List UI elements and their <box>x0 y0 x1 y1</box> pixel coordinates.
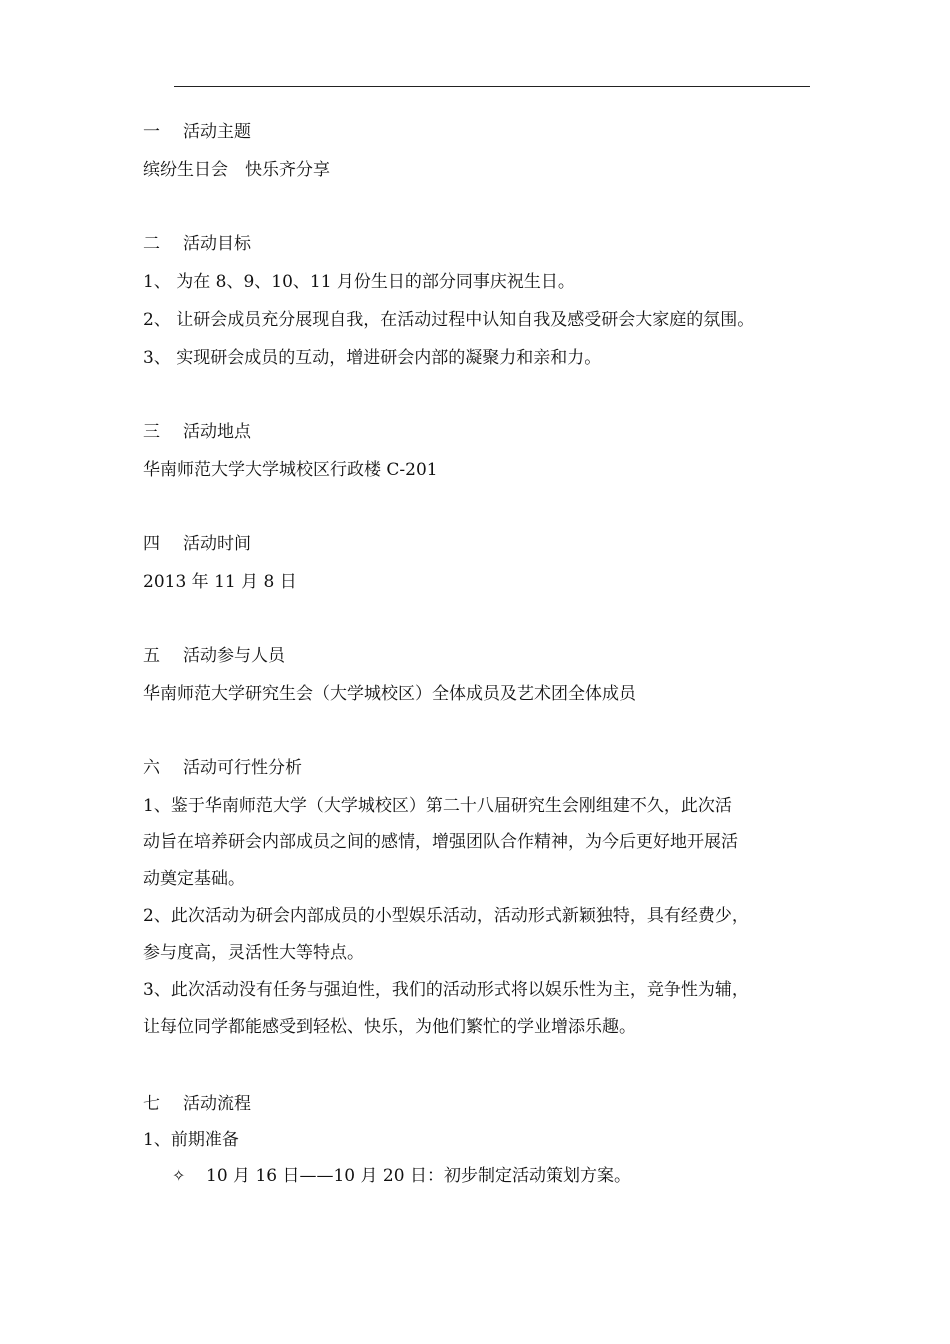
paragraph-line: 3、此次活动没有任务与强迫性，我们的活动形式将以娱乐性为主，竞争性为辅， <box>143 980 749 1000</box>
paragraph-line: 2、 让研会成员充分展现自我，在活动过程中认知自我及感受研会大家庭的氛围。 <box>143 310 755 330</box>
section-title: 活动主题 <box>183 122 251 142</box>
paragraph-line: 2013 年 11 月 8 日 <box>143 572 297 592</box>
section-number: 一 <box>143 122 160 142</box>
bullet-item <box>172 1164 631 1188</box>
section-heading <box>143 420 251 444</box>
section-number: 二 <box>143 234 160 254</box>
header-rule <box>174 86 810 87</box>
section-title: 活动流程 <box>183 1094 251 1114</box>
paragraph-line: 参与度高，灵活性大等特点。 <box>143 943 364 963</box>
paragraph-line: 1、前期准备 <box>143 1130 239 1150</box>
paragraph-line: 动旨在培养研会内部成员之间的感情，增强团队合作精神，为今后更好地开展活 <box>143 832 738 852</box>
paragraph-line: 动奠定基础。 <box>143 869 245 889</box>
bullet-text: 10 月 16 日——10 月 20 日：初步制定活动策划方案。 <box>206 1166 631 1186</box>
section-heading <box>143 756 302 780</box>
paragraph-line: 让每位同学都能感受到轻松、快乐，为他们繁忙的学业增添乐趣。 <box>143 1017 636 1037</box>
section-title: 活动可行性分析 <box>183 758 302 778</box>
section-heading <box>143 644 285 668</box>
section-heading <box>143 1092 251 1116</box>
section-number: 四 <box>143 534 160 554</box>
paragraph-line: 华南师范大学大学城校区行政楼 C-201 <box>143 460 438 480</box>
section-title: 活动目标 <box>183 234 251 254</box>
diamond-star-icon: ✧ <box>172 1166 186 1185</box>
paragraph-line: 3、 实现研会成员的互动，增进研会内部的凝聚力和亲和力。 <box>143 348 602 368</box>
section-heading <box>143 232 251 256</box>
paragraph-line: 2、此次活动为研会内部成员的小型娱乐活动，活动形式新颖独特，具有经费少， <box>143 906 749 926</box>
paragraph-line: 1、鉴于华南师范大学（大学城校区）第二十八届研究生会刚组建不久，此次活 <box>143 796 732 816</box>
paragraph-line: 华南师范大学研究生会（大学城校区）全体成员及艺术团全体成员 <box>143 684 636 704</box>
section-number: 七 <box>143 1094 160 1114</box>
section-title: 活动地点 <box>183 422 251 442</box>
section-number: 六 <box>143 758 160 778</box>
section-heading <box>143 532 251 556</box>
section-number: 三 <box>143 422 160 442</box>
section-title: 活动时间 <box>183 534 251 554</box>
paragraph-line: 缤纷生日会 快乐齐分享 <box>143 160 330 180</box>
section-number: 五 <box>143 646 160 666</box>
section-heading <box>143 120 251 144</box>
section-title: 活动参与人员 <box>183 646 285 666</box>
paragraph-line: 1、 为在 8、9、10、11 月份生日的部分同事庆祝生日。 <box>143 272 575 292</box>
